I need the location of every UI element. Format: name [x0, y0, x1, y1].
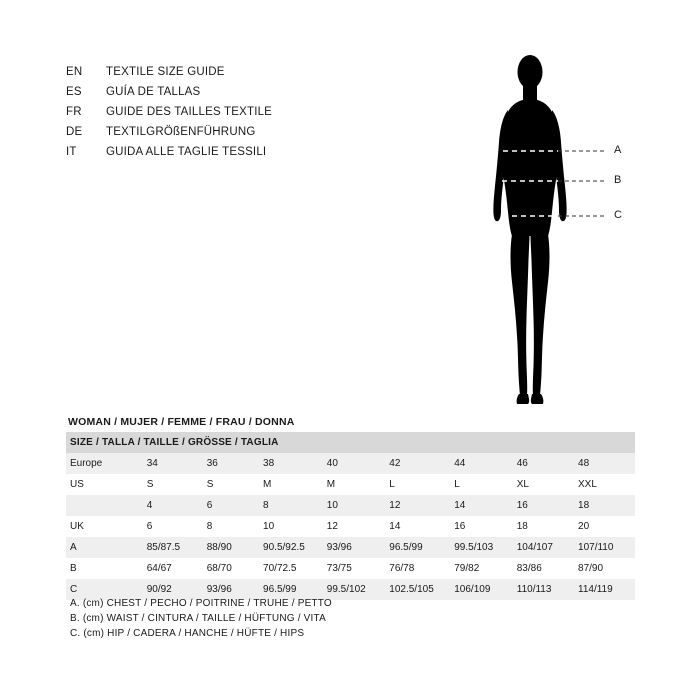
cell-c-5: 106/109 [450, 579, 513, 600]
cell-usnum-1: 6 [203, 495, 259, 516]
cell-c-7: 114/119 [574, 579, 635, 600]
cell-europe-6: 46 [513, 453, 574, 474]
cell-us-0: S [143, 474, 203, 495]
cell-us-1: S [203, 474, 259, 495]
cell-europe-5: 44 [450, 453, 513, 474]
cell-a-7: 107/110 [574, 537, 635, 558]
footnote-b: B. (cm) WAIST / CINTURA / TAILLE / HÜFTUNG / VITA [70, 613, 326, 624]
cell-b-4: 76/78 [385, 558, 450, 579]
legend-code-en: EN [66, 66, 83, 78]
cell-c-1: 93/96 [203, 579, 259, 600]
cell-usnum-7: 18 [574, 495, 635, 516]
legend-code-de: DE [66, 126, 83, 138]
size-table [66, 432, 635, 600]
cell-europe-2: 38 [259, 453, 323, 474]
cell-us-3: M [323, 474, 386, 495]
cell-uk-0: 6 [143, 516, 203, 537]
legend-code-it: IT [66, 146, 77, 158]
cell-c-6: 110/113 [513, 579, 574, 600]
size-table-section [66, 414, 635, 600]
cell-us-2: M [259, 474, 323, 495]
cell-usnum-6: 16 [513, 495, 574, 516]
cell-usnum-4: 12 [385, 495, 450, 516]
cell-b-1: 68/70 [203, 558, 259, 579]
table-header-label: SIZE / TALLA / TAILLE / GRÖSSE / TAGLIA [66, 432, 635, 453]
legend-code-fr: FR [66, 106, 82, 118]
table-caption: WOMAN / MUJER / FEMME / FRAU / DONNA [68, 416, 295, 428]
table-row-uk [66, 516, 635, 537]
cell-usnum-0: 4 [143, 495, 203, 516]
legend-row-it [66, 142, 386, 162]
cell-a-1: 88/90 [203, 537, 259, 558]
cell-b-7: 87/90 [574, 558, 635, 579]
cell-uk-2: 10 [259, 516, 323, 537]
cell-c-0: 90/92 [143, 579, 203, 600]
cell-usnum-3: 10 [323, 495, 386, 516]
female-body-silhouette [470, 50, 650, 420]
legend-row-fr [66, 102, 386, 122]
cell-b-3: 73/75 [323, 558, 386, 579]
cell-uk-7: 20 [574, 516, 635, 537]
table-row-us [66, 474, 635, 495]
cell-usnum-2: 8 [259, 495, 323, 516]
cell-b-2: 70/72.5 [259, 558, 323, 579]
table-row-a [66, 537, 635, 558]
cell-europe-4: 42 [385, 453, 450, 474]
row-label-b: B [66, 558, 143, 579]
cell-europe-1: 36 [203, 453, 259, 474]
cell-us-4: L [385, 474, 450, 495]
cell-a-5: 99.5/103 [450, 537, 513, 558]
callout-label-c: C [614, 209, 622, 221]
cell-usnum-5: 14 [450, 495, 513, 516]
footnote-a: A. (cm) CHEST / PECHO / POITRINE / TRUHE / PETTO [70, 598, 332, 609]
table-header-row [66, 432, 635, 453]
cell-c-2: 96.5/99 [259, 579, 323, 600]
cell-b-6: 83/86 [513, 558, 574, 579]
row-label-europe: Europe [66, 453, 143, 474]
language-legend [66, 62, 386, 162]
legend-row-es [66, 82, 386, 102]
cell-uk-4: 14 [385, 516, 450, 537]
cell-uk-6: 18 [513, 516, 574, 537]
cell-europe-7: 48 [574, 453, 635, 474]
cell-c-4: 102.5/105 [385, 579, 450, 600]
legend-text-en: TEXTILE SIZE GUIDE [106, 66, 225, 78]
cell-europe-0: 34 [143, 453, 203, 474]
table-row-us-numeric [66, 495, 635, 516]
cell-us-7: XXL [574, 474, 635, 495]
cell-b-0: 64/67 [143, 558, 203, 579]
cell-a-0: 85/87.5 [143, 537, 203, 558]
table-row-b [66, 558, 635, 579]
cell-c-3: 99.5/102 [323, 579, 386, 600]
measurement-footnotes [66, 596, 566, 641]
cell-europe-3: 40 [323, 453, 386, 474]
legend-text-it: GUIDA ALLE TAGLIE TESSILI [106, 146, 267, 158]
legend-code-es: ES [66, 86, 82, 98]
row-label-us: US [66, 474, 143, 495]
row-label-a: A [66, 537, 143, 558]
legend-row-de [66, 122, 386, 142]
row-label-uk: UK [66, 516, 143, 537]
cell-a-4: 96.5/99 [385, 537, 450, 558]
cell-a-2: 90.5/92.5 [259, 537, 323, 558]
cell-us-6: XL [513, 474, 574, 495]
cell-a-6: 104/107 [513, 537, 574, 558]
cell-uk-1: 8 [203, 516, 259, 537]
callout-label-a: A [614, 144, 622, 156]
table-row-europe [66, 453, 635, 474]
cell-b-5: 79/82 [450, 558, 513, 579]
legend-text-es: GUÍA DE TALLAS [106, 86, 201, 98]
row-label-c: C [66, 579, 143, 600]
cell-uk-5: 16 [450, 516, 513, 537]
cell-uk-3: 12 [323, 516, 386, 537]
cell-a-3: 93/96 [323, 537, 386, 558]
footnote-c: C. (cm) HIP / CADERA / HANCHE / HÜFTE / HIPS [70, 628, 305, 639]
cell-us-5: L [450, 474, 513, 495]
legend-text-fr: GUIDE DES TAILLES TEXTILE [106, 106, 273, 118]
legend-row-en [66, 62, 386, 82]
callout-label-b: B [614, 174, 622, 186]
row-label-us-numeric [66, 495, 143, 516]
legend-text-de: TEXTILGRÖßENFÜHRUNG [106, 126, 256, 138]
